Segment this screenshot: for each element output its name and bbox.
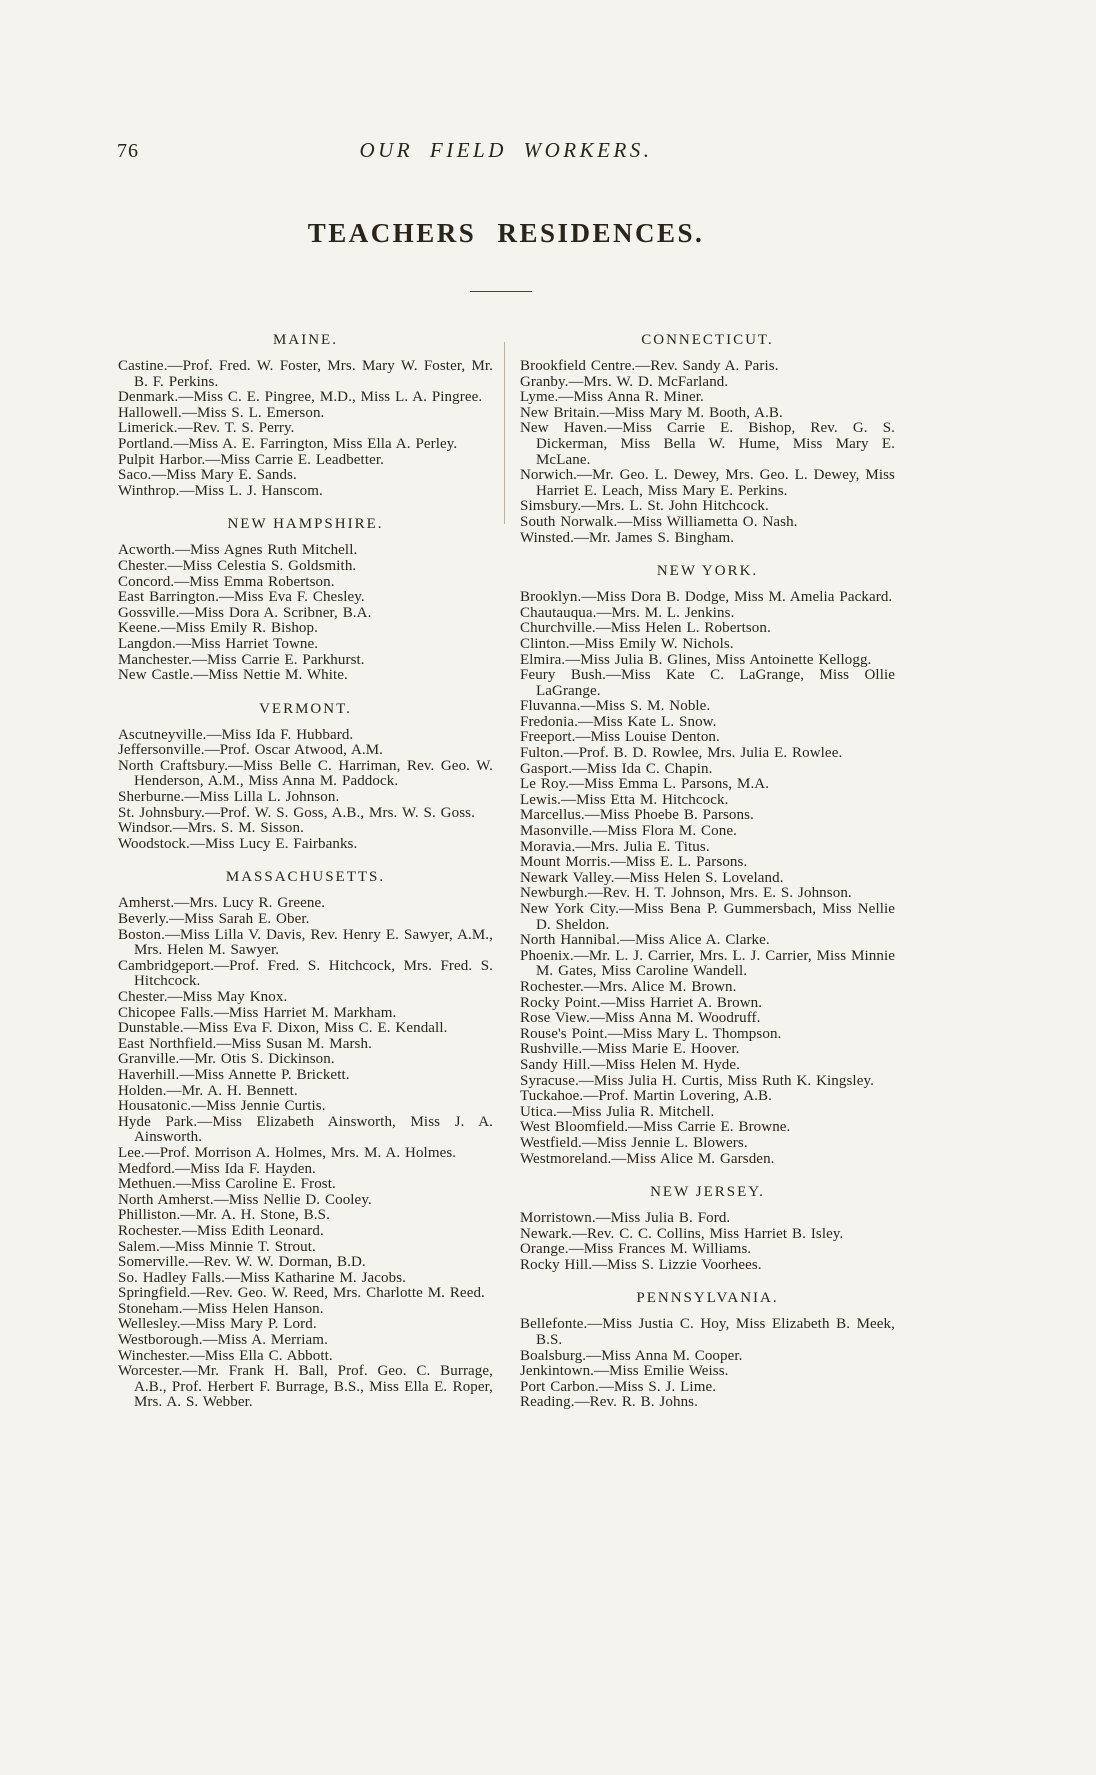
residence-entry: Jenkintown.—Miss Emilie Weiss. xyxy=(520,1363,729,1380)
residence-entry: Chester.—Miss Celestia S. Goldsmith. xyxy=(118,557,357,574)
residence-entry: Rochester.—Mrs. Alice M. Brown. xyxy=(520,978,737,995)
residence-entry: New Castle.—Miss Nettie M. White. xyxy=(118,667,348,684)
residence-entry: Wellesley.—Miss Mary P. Lord. xyxy=(118,1316,317,1333)
residence-entry: Amherst.—Mrs. Lucy R. Greene. xyxy=(118,895,326,912)
residence-entry: East Northfield.—Miss Susan M. Marsh. xyxy=(118,1035,372,1052)
residence-entry: East Barrington.—Miss Eva F. Chesley. xyxy=(118,589,365,606)
residence-entry: Holden.—Mr. A. H. Bennett. xyxy=(118,1082,298,1099)
residence-entry: New York City.—Miss Bena P. Gummersbach, Miss Nellie D. Sheldon. xyxy=(520,901,895,933)
residence-entry: Rouse's Point.—Miss Mary L. Thompson. xyxy=(520,1025,782,1042)
residence-entry: Chicopee Falls.—Miss Harriet M. Markham. xyxy=(118,1004,397,1021)
residence-entry: West Bloomfield.—Miss Carrie E. Browne. xyxy=(520,1119,791,1136)
state-heading: NEW YORK. xyxy=(656,563,759,580)
state-heading: VERMONT. xyxy=(259,700,352,717)
residence-entry: Boston.—Miss Lilla V. Davis, Rev. Henry E. Sawyer, A.M., Mrs. Helen M. Sawyer. xyxy=(118,926,493,959)
column-right xyxy=(520,332,895,1411)
residence-entry: Saco.—Miss Mary E. Sands. xyxy=(118,467,297,484)
residence-entry: Phoenix.—Mr. L. J. Carrier, Mrs. L. J. Carrier, Miss Minnie M. Gates, Miss Caroline Wandell. xyxy=(520,947,895,980)
residence-entry: South Norwalk.—Miss Williametta O. Nash. xyxy=(520,513,798,530)
residence-entry: Winsted.—Mr. James S. Bingham. xyxy=(520,529,735,546)
page-title: TEACHERS RESIDENCES. xyxy=(307,218,705,248)
residence-entry: Somerville.—Rev. W. W. Dorman, B.D. xyxy=(118,1254,366,1271)
state-heading: CONNECTICUT. xyxy=(641,332,774,348)
residence-entry: Clinton.—Miss Emily W. Nichols. xyxy=(520,635,734,652)
state-section xyxy=(118,516,493,683)
residence-entry: Worcester.—Mr. Frank H. Ball, Prof. Geo. C. Burrage, A.B., Prof. Herbert F. Burrage, B.S., Miss Ella E. Roper, Mrs. A. S. Webber. xyxy=(118,1363,493,1411)
residence-entry: Boalsburg.—Miss Anna M. Cooper. xyxy=(520,1347,743,1364)
state-section xyxy=(118,332,493,499)
residence-entry: Rocky Hill.—Miss S. Lizzie Voorhees. xyxy=(520,1256,762,1273)
residence-entry: Haverhill.—Miss Annette P. Brickett. xyxy=(118,1066,350,1083)
residence-entry: Limerick.—Rev. T. S. Perry. xyxy=(118,420,295,437)
residence-entry: Beverly.—Miss Sarah E. Ober. xyxy=(118,911,310,928)
residence-entry: New Britain.—Miss Mary M. Booth, A.B. xyxy=(520,404,783,421)
residence-entry: Acworth.—Miss Agnes Ruth Mitchell. xyxy=(118,542,358,559)
residence-entry: Lewis.—Miss Etta M. Hitchcock. xyxy=(520,791,729,808)
residence-entry: Utica.—Miss Julia R. Mitchell. xyxy=(520,1103,715,1120)
residence-entry: Fulton.—Prof. B. D. Rowlee, Mrs. Julia E. Rowlee. xyxy=(520,745,843,762)
residence-entry: Brookfield Centre.—Rev. Sandy A. Paris. xyxy=(520,358,779,374)
residence-entry: Rushville.—Miss Marie E. Hoover. xyxy=(520,1041,740,1058)
residence-entry: Cambridgeport.—Prof. Fred. S. Hitchcock, Mrs. Fred. S. Hitchcock. xyxy=(118,957,493,990)
residence-entry: Windsor.—Mrs. S. M. Sisson. xyxy=(118,820,304,837)
residence-entry: Westborough.—Miss A. Merriam. xyxy=(118,1332,328,1349)
residence-entry: Medford.—Miss Ida F. Hayden. xyxy=(118,1160,316,1177)
running-head: OUR FIELD WORKERS. xyxy=(359,138,653,162)
residence-entry: Winthrop.—Miss L. J. Hanscom. xyxy=(118,482,323,499)
state-heading: NEW HAMPSHIRE. xyxy=(227,516,384,533)
page-number: 76 xyxy=(117,140,139,162)
title-rule xyxy=(470,291,532,292)
residence-entry: Rose View.—Miss Anna M. Woodruff. xyxy=(520,1010,761,1027)
page-header xyxy=(115,138,897,168)
residence-entry: North Amherst.—Miss Nellie D. Cooley. xyxy=(118,1191,372,1208)
residence-entry: Feury Bush.—Miss Kate C. LaGrange, Miss Ollie LaGrange. xyxy=(520,667,895,699)
state-heading: MAINE. xyxy=(273,332,338,348)
residence-entry: Mount Morris.—Miss E. L. Parsons. xyxy=(520,854,748,871)
residence-entry: Ascutneyville.—Miss Ida F. Hubbard. xyxy=(118,726,354,743)
residence-entry: St. Johnsbury.—Prof. W. S. Goss, A.B., Mrs. W. S. Goss. xyxy=(118,804,475,821)
residence-entry: North Craftsbury.—Miss Belle C. Harriman, Rev. Geo. W. Henderson, A.M., Miss Anna M. Paddock. xyxy=(118,757,493,790)
residence-entry: Rochester.—Miss Edith Leonard. xyxy=(118,1222,324,1239)
residence-entry: Jeffersonville.—Prof. Oscar Atwood, A.M. xyxy=(118,742,384,759)
residence-entry: Fredonia.—Miss Kate L. Snow. xyxy=(520,713,717,730)
text-columns xyxy=(118,332,896,1411)
state-heading: NEW JERSEY. xyxy=(650,1184,765,1201)
state-section xyxy=(118,701,493,853)
residence-entry: Newark Valley.—Miss Helen S. Loveland. xyxy=(520,869,784,886)
residence-entry: Dunstable.—Miss Eva F. Dixon, Miss C. E. Kendall. xyxy=(118,1020,448,1037)
residence-entry: Newburgh.—Rev. H. T. Johnson, Mrs. E. S. Johnson. xyxy=(520,885,852,902)
residence-entry: Chautauqua.—Mrs. M. L. Jenkins. xyxy=(520,604,735,621)
residence-entry: Lee.—Prof. Morrison A. Holmes, Mrs. M. A. Holmes. xyxy=(118,1144,457,1161)
residence-entry: Hyde Park.—Miss Elizabeth Ainsworth, Miss J. A. Ainsworth. xyxy=(118,1113,493,1146)
residence-entry: Castine.—Prof. Fred. W. Foster, Mrs. Mary W. Foster, Mr. B. F. Perkins. xyxy=(118,358,493,390)
residence-entry: Langdon.—Miss Harriet Towne. xyxy=(118,635,319,652)
residence-entry: Brooklyn.—Miss Dora B. Dodge, Miss M. Amelia Packard. xyxy=(520,589,893,606)
residence-entry: Syracuse.—Miss Julia H. Curtis, Miss Ruth K. Kingsley. xyxy=(520,1072,874,1089)
residence-entry: Manchester.—Miss Carrie E. Parkhurst. xyxy=(118,651,365,668)
residence-entry: New Haven.—Miss Carrie E. Bishop, Rev. G. S. Dickerman, Miss Bella W. Hume, Miss Mary E. McLane. xyxy=(520,420,895,468)
state-heading: MASSACHUSETTS. xyxy=(225,869,386,886)
state-section xyxy=(520,1184,895,1273)
state-section xyxy=(520,1290,895,1411)
residence-entry: Port Carbon.—Miss S. J. Lime. xyxy=(520,1378,717,1395)
residence-entry: Winchester.—Miss Ella C. Abbott. xyxy=(118,1347,333,1364)
residence-entry: Westfield.—Miss Jennie L. Blowers. xyxy=(520,1134,748,1151)
residence-entry: Elmira.—Miss Julia B. Glines, Miss Antoinette Kellogg. xyxy=(520,651,872,668)
residence-entry: Gasport.—Miss Ida C. Chapin. xyxy=(520,760,713,777)
residence-entry: Pulpit Harbor.—Miss Carrie E. Leadbetter. xyxy=(118,451,384,468)
residence-entry: Lyme.—Miss Anna R. Miner. xyxy=(520,389,704,406)
residence-entry: Freeport.—Miss Louise Denton. xyxy=(520,729,720,746)
residence-entry: Orange.—Miss Frances M. Williams. xyxy=(520,1241,752,1258)
residence-entry: Reading.—Rev. R. B. Johns. xyxy=(520,1394,698,1411)
residence-entry: Woodstock.—Miss Lucy E. Fairbanks. xyxy=(118,835,358,852)
residence-entry: Chester.—Miss May Knox. xyxy=(118,989,288,1005)
residence-entry: Tuckahoe.—Prof. Martin Lovering, A.B. xyxy=(520,1088,772,1105)
residence-entry: Norwich.—Mr. Geo. L. Dewey, Mrs. Geo. L. Dewey, Miss Harriet E. Leach, Miss Mary E. Perkins. xyxy=(520,467,895,499)
state-section xyxy=(118,869,493,1411)
residence-entry: Hallowell.—Miss S. L. Emerson. xyxy=(118,404,325,421)
residence-entry: North Hannibal.—Miss Alice A. Clarke. xyxy=(520,932,770,949)
residence-entry: Keene.—Miss Emily R. Bishop. xyxy=(118,620,318,637)
residence-entry: Rocky Point.—Miss Harriet A. Brown. xyxy=(520,994,763,1011)
residence-entry: Churchville.—Miss Helen L. Robertson. xyxy=(520,620,771,637)
residence-entry: Methuen.—Miss Caroline E. Frost. xyxy=(118,1176,336,1193)
residence-entry: Portland.—Miss A. E. Farrington, Miss Ella A. Perley. xyxy=(118,435,458,452)
residence-entry: Granby.—Mrs. W. D. McFarland. xyxy=(520,373,729,390)
residence-entry: Le Roy.—Miss Emma L. Parsons, M.A. xyxy=(520,776,770,793)
residence-entry: Philliston.—Mr. A. H. Stone, B.S. xyxy=(118,1207,330,1224)
residence-entry: So. Hadley Falls.—Miss Katharine M. Jacobs. xyxy=(118,1269,407,1286)
residence-entry: Bellefonte.—Miss Justia C. Hoy, Miss Elizabeth B. Meek, B.S. xyxy=(520,1316,895,1349)
residence-entry: Sherburne.—Miss Lilla L. Johnson. xyxy=(118,789,340,806)
residence-entry: Denmark.—Miss C. E. Pingree, M.D., Miss L. A. Pingree. xyxy=(118,389,483,406)
state-heading: PENNSYLVANIA. xyxy=(636,1290,779,1307)
residence-entry: Springfield.—Rev. Geo. W. Reed, Mrs. Charlotte M. Reed. xyxy=(118,1285,485,1302)
residence-entry: Housatonic.—Miss Jennie Curtis. xyxy=(118,1098,326,1115)
residence-entry: Gossville.—Miss Dora A. Scribner, B.A. xyxy=(118,604,372,621)
residence-entry: Masonville.—Miss Flora M. Cone. xyxy=(520,823,737,840)
residence-entry: Marcellus.—Miss Phoebe B. Parsons. xyxy=(520,807,754,824)
state-section xyxy=(520,332,895,546)
residence-entry: Concord.—Miss Emma Robertson. xyxy=(118,573,335,590)
state-section xyxy=(520,563,895,1167)
residence-entry: Westmoreland.—Miss Alice M. Garsden. xyxy=(520,1150,775,1167)
residence-entry: Salem.—Miss Minnie T. Strout. xyxy=(118,1238,316,1255)
residence-entry: Simsbury.—Mrs. L. St. John Hitchcock. xyxy=(520,498,769,515)
residence-entry: Morristown.—Miss Julia B. Ford. xyxy=(520,1210,731,1227)
residence-entry: Moravia.—Mrs. Julia E. Titus. xyxy=(520,838,710,855)
residence-entry: Granville.—Mr. Otis S. Dickinson. xyxy=(118,1051,335,1068)
column-left xyxy=(118,332,493,1411)
residence-entry: Fluvanna.—Miss S. M. Noble. xyxy=(520,698,711,715)
residence-entry: Stoneham.—Miss Helen Hanson. xyxy=(118,1300,324,1317)
residence-entry: Newark.—Rev. C. C. Collins, Miss Harriet B. Isley. xyxy=(520,1225,844,1242)
residence-entry: Sandy Hill.—Miss Helen M. Hyde. xyxy=(520,1056,741,1073)
